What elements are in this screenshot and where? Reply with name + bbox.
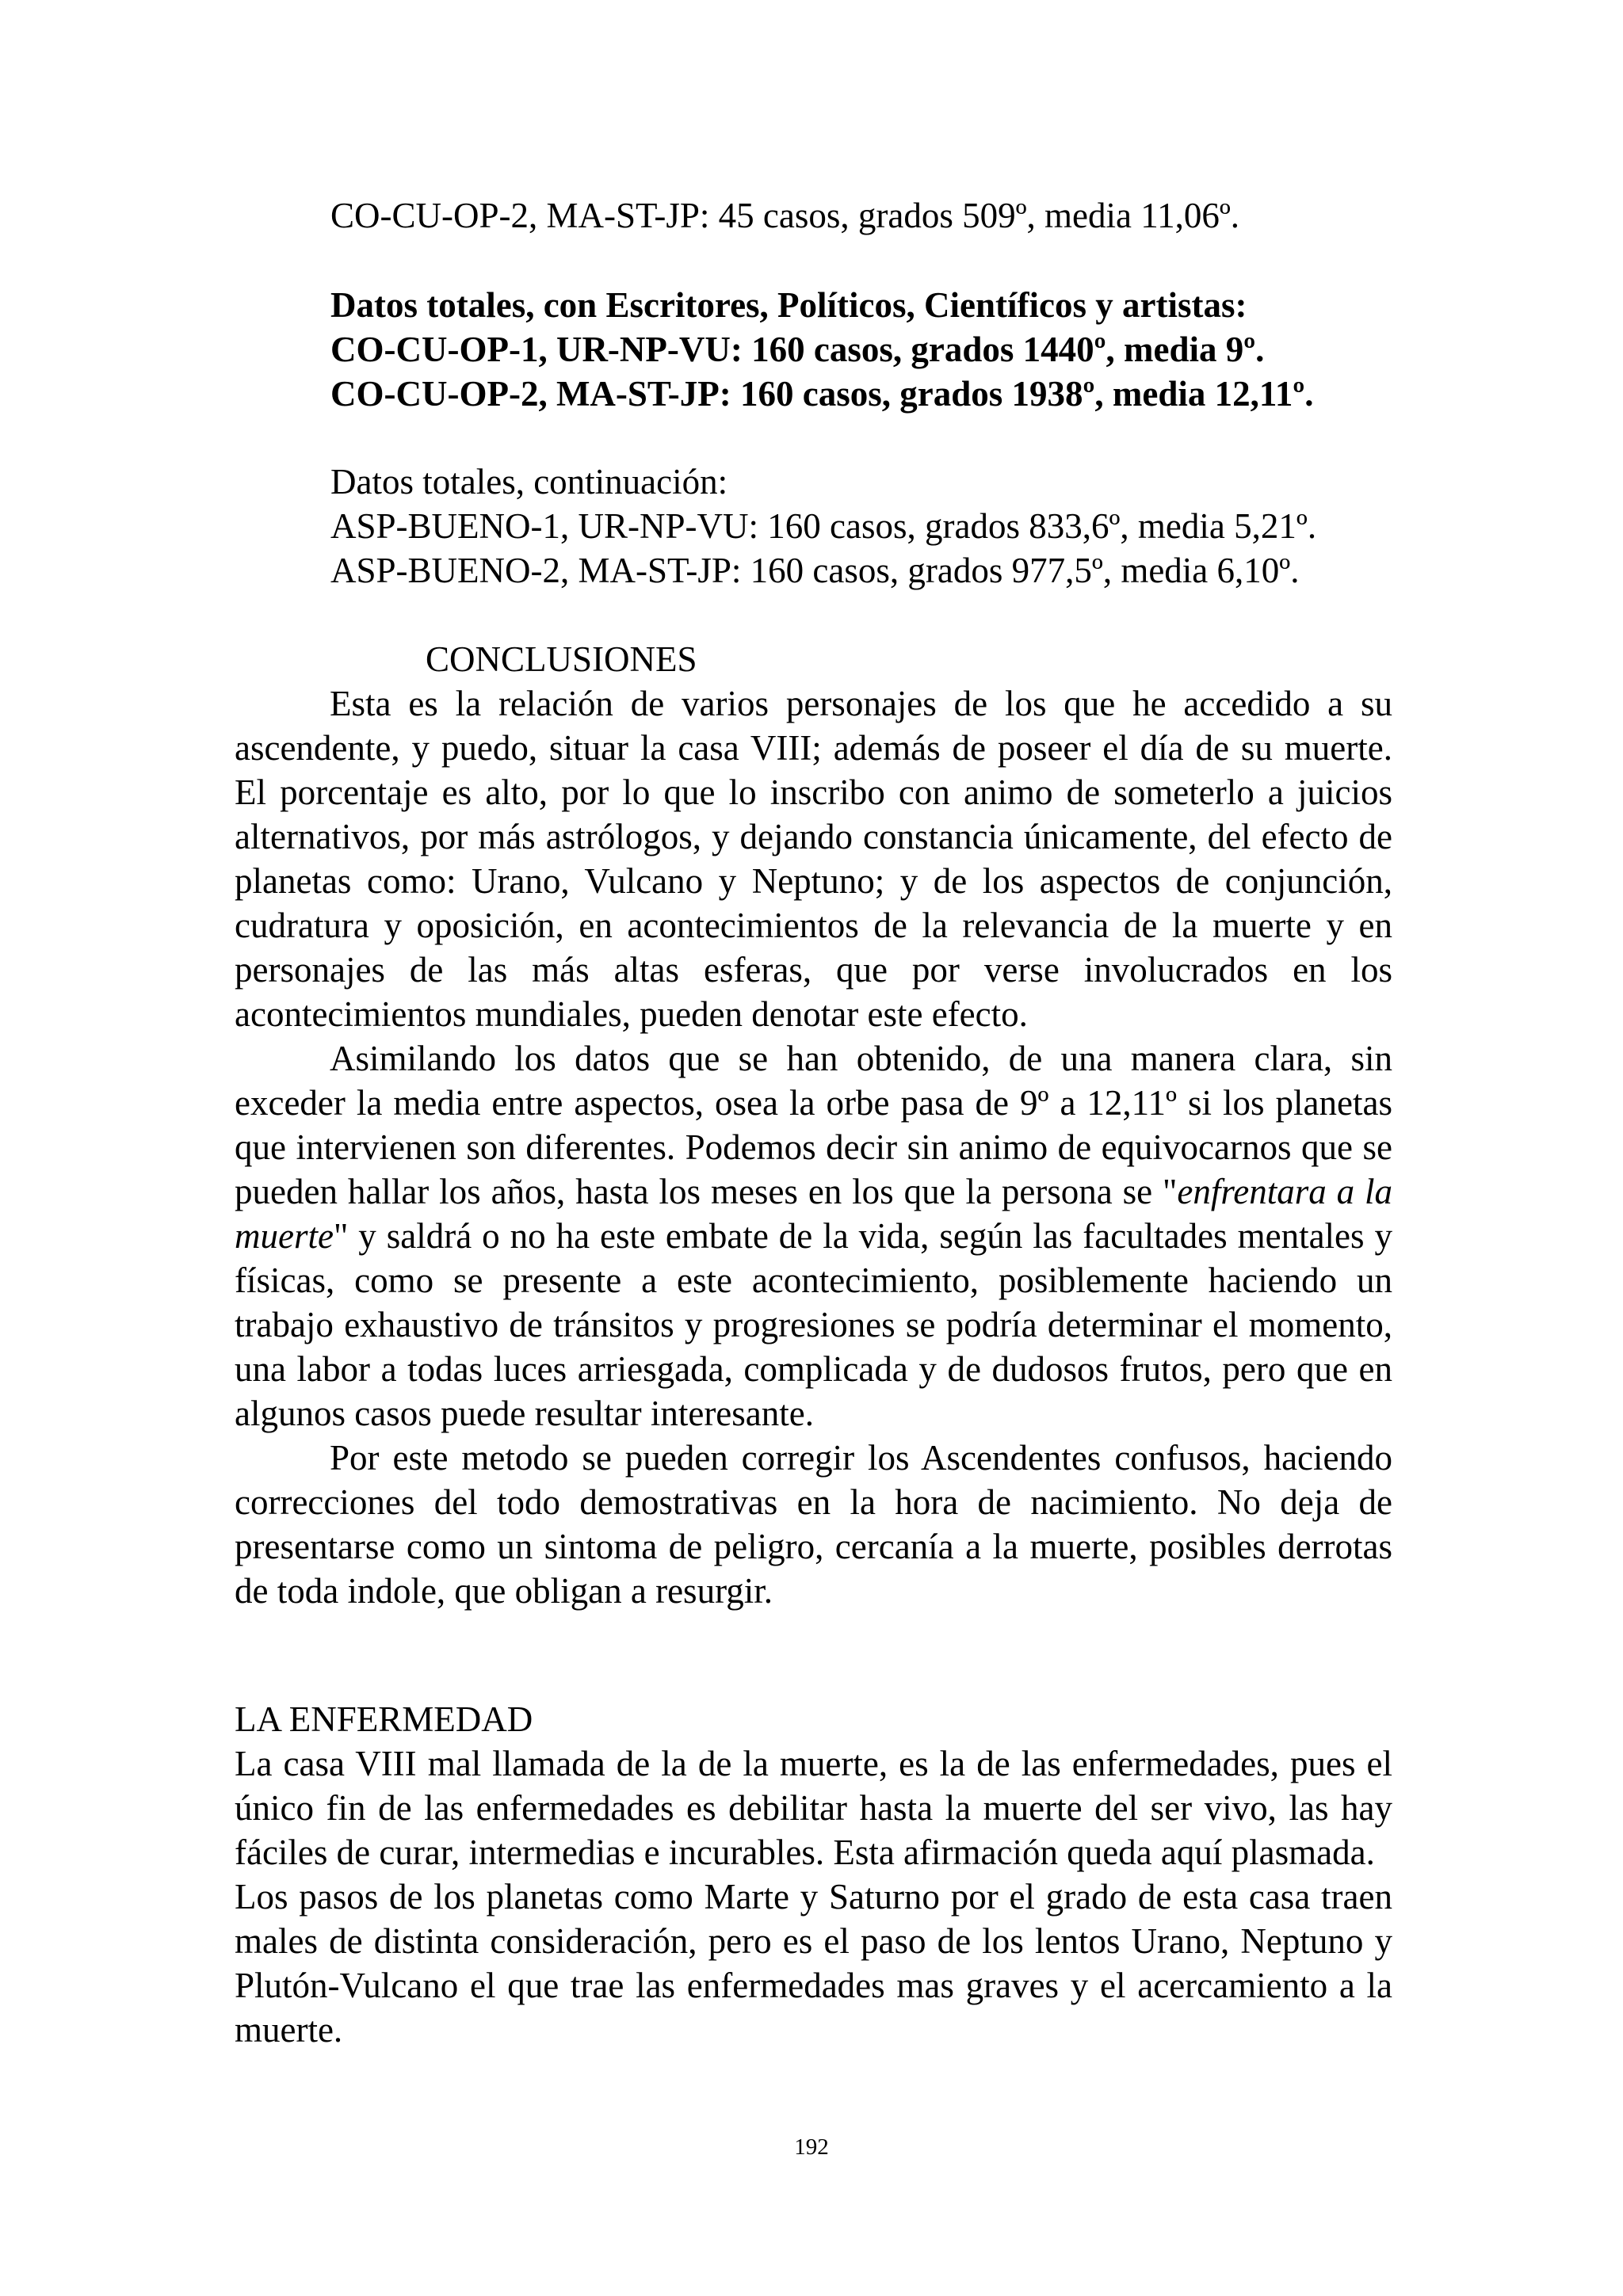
paragraph-text: " y saldrá o no ha este embate de la vida, según las facultades mentales y físicas, como se presente a este acontecimiento, posiblemente haciendo un trabajo exhaustivo de tránsitos y progresiones se podría determinar el momento, una labor a todas luces arriesgada, complicada y de dudosos frutos, pero que en algunos casos puede resultar interesante. <box>235 1216 1392 1433</box>
paragraph: Por este metodo se pueden corregir los Ascendentes confusos, haciendo correcciones del todo demostrativas en la hora de nacimiento. No deja de presentarse como un sintoma de peligro, cercanía a la muerte, posibles derrotas de toda indole, que obligan a resurgir. <box>235 1438 1392 1611</box>
totals-cont-heading: Datos totales, continuación: <box>330 462 728 502</box>
totals-cont-line-2: ASP-BUENO-2, MA-ST-JP: 160 casos, grados 977,5º, media 6,10º. <box>330 551 1300 590</box>
paragraph-text: Asimilando los datos que se han obtenido, de una manera clara, sin exceder la media entre aspectos, osea la orbe pasa de 9º a 12,11º si los planetas que intervienen son diferentes. Podemos decir sin animo de equivocarnos que se pueden hallar los años, hasta los meses en los que la persona se " <box>235 1039 1392 1211</box>
paragraph: Los pasos de los planetas como Marte y Saturno por el grado de esta casa traen males de distinta consideración, pero es el paso de los lentos Urano, Neptuno y Plutón-Vulcano el que trae las enfermedades mas graves y el acercamiento a la muerte. <box>235 1877 1392 2050</box>
paragraph: La casa VIII mal llamada de la de la muerte, es la de las enfermedades, pues el único fin de las enfermedades es debilitar hasta la muerte del ser vivo, las hay fáciles de curar, intermedias e incurables. Esta afirmación queda aquí plasmada. <box>235 1744 1392 1872</box>
paragraph <box>235 1036 1392 1436</box>
page-number: 192 <box>794 2134 829 2160</box>
totals-bold-block <box>330 283 1392 416</box>
section-title-enfermedad: LA ENFERMEDAD <box>235 1699 533 1739</box>
enfermedad-section <box>235 1697 1392 2052</box>
totals-line-1: CO-CU-OP-1, UR-NP-VU: 160 casos, grados 1440º, media 9º. <box>330 330 1265 369</box>
totals-cont-line-1: ASP-BUENO-1, UR-NP-VU: 160 casos, grados 833,6º, media 5,21º. <box>330 506 1317 546</box>
totals-line-2: CO-CU-OP-2, MA-ST-JP: 160 casos, grados 1938º, media 12,11º. <box>330 374 1314 414</box>
totals-heading: Datos totales, con Escritores, Políticos, Científicos y artistas: <box>330 285 1247 325</box>
section-title-conclusiones: CONCLUSIONES <box>426 639 697 679</box>
stats-block-1 <box>330 193 1392 238</box>
stats-line: CO-CU-OP-2, MA-ST-JP: 45 casos, grados 509º, media 11,06º. <box>330 196 1240 235</box>
totals-continuation-block <box>330 460 1392 593</box>
conclusiones-body <box>235 681 1392 1613</box>
paragraph: Esta es la relación de varios personajes de los que he accedido a su ascendente, y puedo, situar la casa VIII; además de poseer el día de su muerte. El porcentaje es alto, por lo que lo inscribo con animo de someterlo a juicios alternativos, por más astrólogos, y dejando constancia únicamente, del efecto de planetas como: Urano, Vulcano y Neptuno; y de los aspectos de conjunción, cudratura y oposición, en acontecimientos de la relevancia de la muerte y en personajes de las más altas esferas, que por verse involucrados en los acontecimientos mundiales, pueden denotar este efecto. <box>235 684 1392 1034</box>
quoted-phrase: enfrentara a la muerte <box>235 1172 1392 1256</box>
